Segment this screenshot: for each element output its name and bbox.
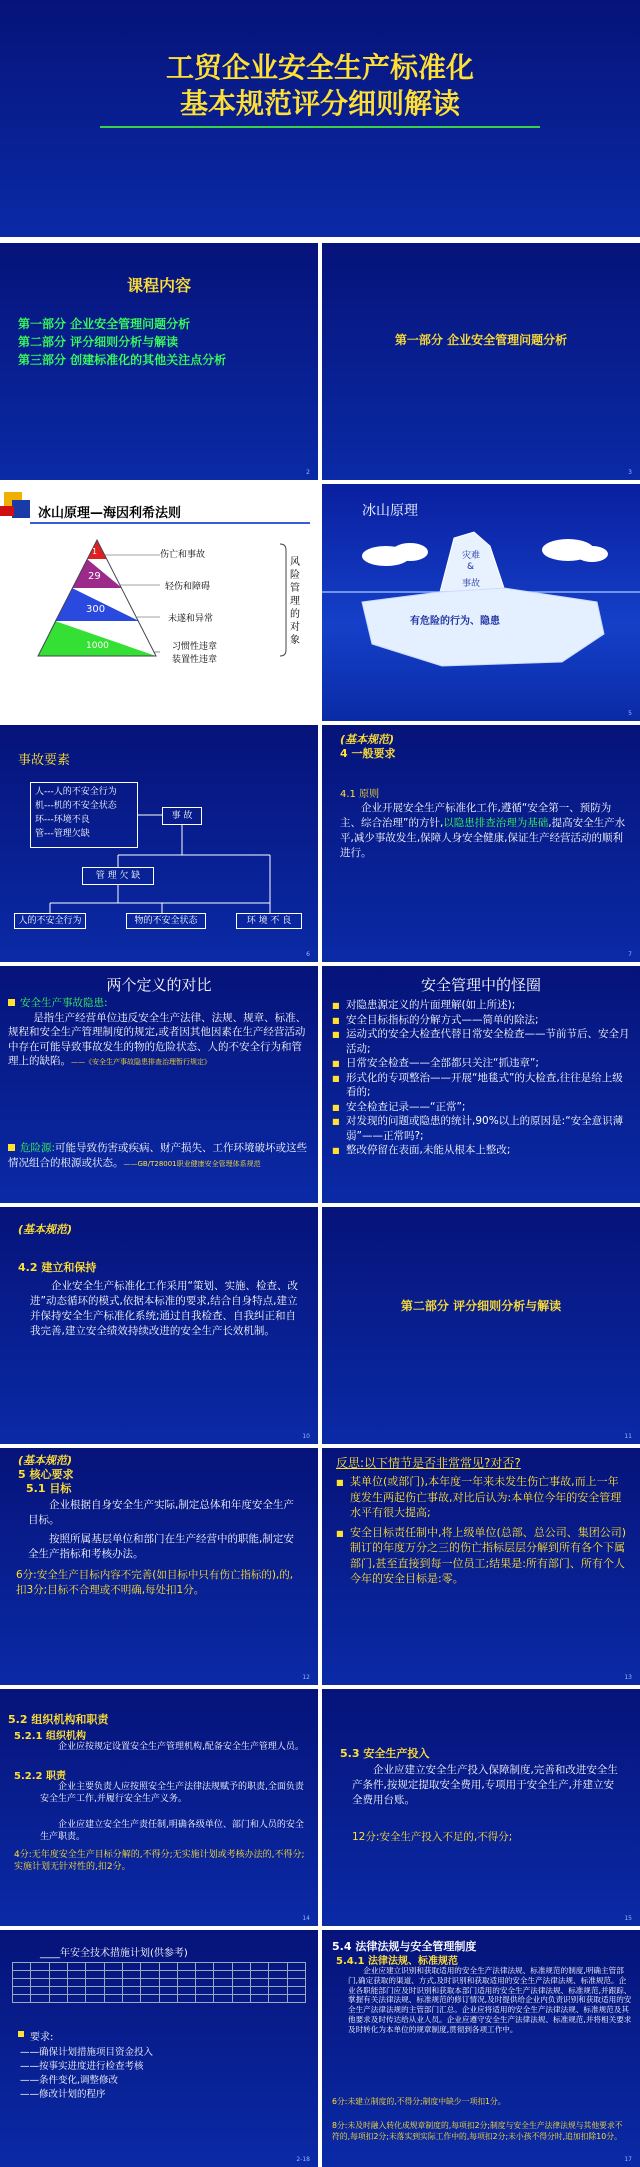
- pyramid-num-2: 29: [88, 571, 101, 582]
- iceberg-title: 冰山原理: [362, 503, 418, 519]
- pyramid-num-3: 300: [86, 604, 106, 615]
- std-tag: (基本规范): [340, 733, 395, 746]
- section-heading: 5 核心要求: [18, 1468, 74, 1481]
- laws-score-1: 6分:未建立制度的,不得分;制度中缺少一项扣1分。: [332, 2097, 506, 2106]
- elements-title: 事故要素: [18, 753, 71, 768]
- element-4: 管---管理欠缺: [35, 829, 90, 839]
- def1-text: 是指生产经营单位违反安全生产法律、法规、规章、标准、规程和安全生产管理制度的规定,或者因其他因素在生产经营活动中存在可能导致事故发生的物的危险状态、人的不安全行为和管理上的缺陷。: [8, 1011, 307, 1067]
- slide-core-requirements: [0, 1448, 318, 1685]
- section-heading: 5.2 组织机构和职责: [8, 1713, 109, 1726]
- principle-p1: 企业开展安全生产标准化工作,遵循“安全第一、预防为主、综合治理”的方针,: [340, 802, 612, 829]
- circle-item: ■ 日常安全检查——全部都只关注“抓违章”;: [332, 1056, 632, 1071]
- plan-bullet: [18, 2031, 24, 2037]
- slide-investment: [322, 1689, 640, 1926]
- reflection-question: 反思:以下情节是否非常常见?对否?: [336, 1456, 521, 1470]
- circle-list: [332, 998, 632, 1158]
- circle-item: ■ 对隐患源定义的片面理解(如上所述);: [332, 998, 632, 1013]
- goal-score: 6分:安全生产目标内容不完善(如目标中只有伤亡指标的),的,扣3分;目标不合理或不明确,每处扣1分。: [16, 1569, 294, 1596]
- slide-part-two: [322, 1207, 640, 1444]
- accident-box: 事 故: [162, 807, 202, 825]
- slide-accident-elements: [0, 725, 318, 962]
- slide-iceberg-pyramid: [0, 484, 318, 721]
- plan-item-3: ——条件变化,调整修改: [20, 2075, 119, 2086]
- contents-item-3: 第三部分 创建标准化的其他关注点分析: [18, 353, 227, 367]
- std-tag: (基本规范): [18, 1223, 73, 1236]
- page-number: 5: [628, 710, 632, 717]
- mgmt-box: 管 理 欠 缺: [82, 867, 154, 885]
- pyramid-label-1: 伤亡和事故: [160, 550, 206, 560]
- element-1: 人---人的不安全行为: [35, 787, 117, 797]
- slide-definitions: [0, 966, 318, 1203]
- page-number: 17: [624, 2156, 632, 2163]
- cause-box-2: 物的不安全状态: [126, 913, 206, 929]
- contents-item-2: 第二部分 评分细则分析与解读: [18, 335, 179, 349]
- circle-item: ■ 安全目标指标的分解方式——简单的除法;: [332, 1013, 632, 1028]
- sub-heading-1: 5.2.1 组织机构: [14, 1731, 86, 1742]
- plan-item-1: ——确保计划措施项目资金投入: [20, 2047, 154, 2058]
- cause-box-1: 人的不安全行为: [14, 913, 86, 929]
- def2-source: ——GB/T28001职业健康安全管理体系规范: [123, 1159, 261, 1168]
- def1-heading: 安全生产事故隐患:: [20, 997, 108, 1009]
- page-number: 13: [624, 1674, 632, 1681]
- slide-establish-maintain: [0, 1207, 318, 1444]
- title-line-2: 基本规范评分细则解读: [179, 87, 460, 120]
- page-number: 2-18: [296, 2156, 310, 2163]
- circle-item: ■ 对发现的问题或隐患的统计,90%以上的原因是:“安全意识薄弱”——正常吗?;: [332, 1114, 632, 1143]
- definition-2: [8, 1141, 310, 1171]
- pyramid-label-2: 轻伤和障碍: [165, 582, 211, 592]
- org-text-2: 企业主要负责人应按照安全生产法律法规赋予的职责,全面负责安全生产工作,并履行安全生产义务。: [40, 1782, 304, 1804]
- circle-item: ■ 安全检查记录——“正常”;: [332, 1100, 632, 1115]
- title-rule: [100, 126, 540, 128]
- section-heading: 5.3 安全生产投入: [340, 1747, 430, 1760]
- circle-item: ■ 整改停留在表面,未能从根本上整改;: [332, 1143, 632, 1158]
- pyramid-diagram: [0, 484, 318, 721]
- cause-box-3: 环 境 不 良: [236, 913, 302, 929]
- slide-tech-plan: [0, 1930, 318, 2167]
- subsection-heading: 5.4.1 法律法规、标准规范: [336, 1956, 458, 1967]
- part-two-heading: 第二部分 评分细则分析与解读: [400, 1299, 562, 1313]
- principle-text: [340, 801, 630, 861]
- page-number: 14: [302, 1915, 310, 1922]
- slide-part-one: [322, 243, 640, 480]
- section-text: 企业安全生产标准化工作采用“策划、实施、检查、改进”动态循环的模式,依据本标准的要求,结合自身特点,建立并保持安全生产标准化系统;通过自我检查、自我纠正和自我完善,建立安全绩效持续改进的安全生产长效机制。: [30, 1280, 298, 1337]
- contents-item-1: 第一部分 企业安全管理问题分析: [18, 317, 191, 331]
- part-one-heading: 第一部分 企业安全管理问题分析: [394, 333, 568, 347]
- plan-table: [12, 1962, 306, 2003]
- subsection-heading: 4.1 原则: [340, 789, 380, 800]
- laws-score-2: 8分:未及时融入转化成规章制度的,每项扣2分;制度与安全生产法律法规与其他要求不符的,每项扣2分;未落实到实际工作中的,每项扣2分;未小孩不得分时,追加扣除10分。: [332, 2121, 623, 2141]
- pyramid-title: 冰山原理—海因利希法则: [38, 506, 182, 521]
- plan-item-2: ——按事实进度进行检查考核: [20, 2061, 144, 2072]
- slide-laws-regulations: [322, 1930, 640, 2167]
- circle-item: ■ 运动式的安全大检查代替日常安全检查——节前节后、安全月活动;: [332, 1027, 632, 1056]
- definitions-title: 两个定义的对比: [106, 976, 212, 994]
- plan-item-4: ——修改计划的程序: [20, 2089, 106, 2100]
- slide-vicious-circle: [322, 966, 640, 1203]
- slide-contents: [0, 243, 318, 480]
- pyramid-num-4: 1000: [86, 641, 109, 651]
- def2-text: 可能导致伤害或疾病、财产损失、工作环境破坏或这些情况组合的根源或状态。: [8, 1142, 308, 1169]
- page-number: 3: [628, 469, 632, 476]
- element-2: 机---机的不安全状态: [35, 801, 117, 811]
- page-number: 12: [302, 1674, 310, 1681]
- slide-title: [0, 0, 640, 237]
- page-number: 2: [306, 469, 310, 476]
- circle-title: 安全管理中的怪圈: [420, 976, 541, 994]
- iceberg-label-3: 事故: [462, 579, 481, 589]
- reflection-item: ■ 某单位(或部门),本年度一年来未发生伤亡事故,而上一年度发生两起伤亡事故,对比后认为:本单位今年的安全管理水平有很大提高;: [336, 1474, 628, 1521]
- org-text-3: 企业应建立安全生产责任制,明确各级单位、部门和人员的安全生产职责。: [40, 1820, 304, 1842]
- slide-reflection: [322, 1448, 640, 1685]
- pyramid-num-1: 1: [92, 547, 98, 556]
- plan-title: ____年安全技术措施计划(供参考): [40, 1948, 188, 1959]
- bullet-1: [8, 999, 15, 1006]
- org-score: 4分:无年度安全生产目标分解的,不得分;无实施计划或考核办法的,不得分;实施计划无针对性的,扣2分。: [14, 1850, 305, 1872]
- slide-organization: [0, 1689, 318, 1926]
- org-text-1: 企业应按规定设置安全生产管理机构,配备安全生产管理人员。: [58, 1742, 304, 1752]
- principle-highlight: 以隐患排查治理为基础: [443, 817, 549, 829]
- std-tag: (基本规范): [18, 1454, 73, 1467]
- risk-side-label: 风险管理的对象: [290, 557, 300, 646]
- page-number: 6: [306, 951, 310, 958]
- subsection-heading: 5.1 目标: [26, 1482, 72, 1495]
- iceberg-label-2: &: [467, 562, 475, 572]
- section-heading: 5.4 法律法规与安全管理制度: [332, 1940, 477, 1953]
- contents-heading: 课程内容: [126, 276, 191, 295]
- page-number: 15: [624, 1915, 632, 1922]
- pyramid-label-3: 未遂和异常: [168, 614, 214, 624]
- goal-text-1: 企业根据自身安全生产实际,制定总体和年度安全生产目标。: [28, 1499, 294, 1526]
- investment-text: 企业应建立安全生产投入保障制度,完善和改进安全生产条件,按规定提取安全费用,专项用于安全生产,并建立安全费用台账。: [352, 1764, 618, 1806]
- iceberg-diagram: [322, 484, 640, 721]
- section-heading: 4.2 建立和保持: [18, 1261, 97, 1274]
- iceberg-label-1: 灾难: [462, 551, 481, 561]
- reflection-item: ■ 安全目标责任制中,将上级单位(总部、总公司、集团公司)制订的年度万分之三的伤亡指标层层分解到所有各个下属部门,甚至直接到每一位员工;结果是:所有部门、所有个人今年的安全目标是:零。: [336, 1525, 628, 1587]
- section-heading: 4 一般要求: [340, 747, 396, 760]
- page-number: 7: [628, 951, 632, 958]
- investment-score: 12分:安全生产投入不足的,不得分;: [352, 1831, 513, 1843]
- principle-p2: ,提高安全生产水平,减少事故发生,保障人身安全健康,保证生产经营活动的顺利进行。: [340, 817, 626, 859]
- iceberg-underwater: [362, 588, 604, 666]
- slide-iceberg: [322, 484, 640, 721]
- slide-general-requirements: [322, 725, 640, 962]
- title-line-1: 工贸企业安全生产标准化: [165, 51, 474, 84]
- goal-text-2: 按照所属基层单位和部门在生产经营中的职能,制定安全生产指标和考核办法。: [28, 1533, 294, 1560]
- def2-heading: 危险源:: [20, 1142, 56, 1154]
- def1-source: ——《安全生产事故隐患排查治理暂行规定》: [71, 1058, 211, 1066]
- iceberg-label-4: 有危险的行为、隐患: [410, 616, 500, 627]
- definition-1: [8, 996, 310, 1070]
- reflection-list: [336, 1474, 628, 1587]
- bullet-2: [8, 1144, 15, 1151]
- element-3: 环---环境不良: [35, 815, 90, 825]
- pyramid-label-4: 习惯性违章: [172, 642, 218, 652]
- page-number: 11: [624, 1433, 632, 1440]
- plan-requirements-heading: 要求:: [30, 2032, 54, 2043]
- pyramid-label-5: 装置性违章: [172, 655, 218, 665]
- sub-heading-2: 5.2.2 职责: [14, 1771, 66, 1782]
- circle-item: ■ 形式化的专项整治——开展“地毯式”的大检查,往往是给上级看的;: [332, 1071, 632, 1100]
- page-number: 10: [302, 1433, 310, 1440]
- laws-text: 企业应建立识别和获取适用的安全生产法律法规、标准规范的制度,明确主管部门,确定获取的渠道、方式,及时识别和获取适用的安全生产法律法规、标准规范。企业各职能部门应及时识别和获取本部门适用的安全生产法律法规、标准规范,并跟踪、掌握有关法律法规、标准规范的修订情况,及时提供给企业内负责识别和获取适用的安全生产法律法规的主管部门汇总。企业应将适用的安全生产法律法规、标准规范及其他要求及时传达给从业人员。企业应遵守安全生产法律法规、标准规范,并将相关要求及时转化为本单位的规章制度,贯彻到各项工作中。: [348, 1966, 632, 2034]
